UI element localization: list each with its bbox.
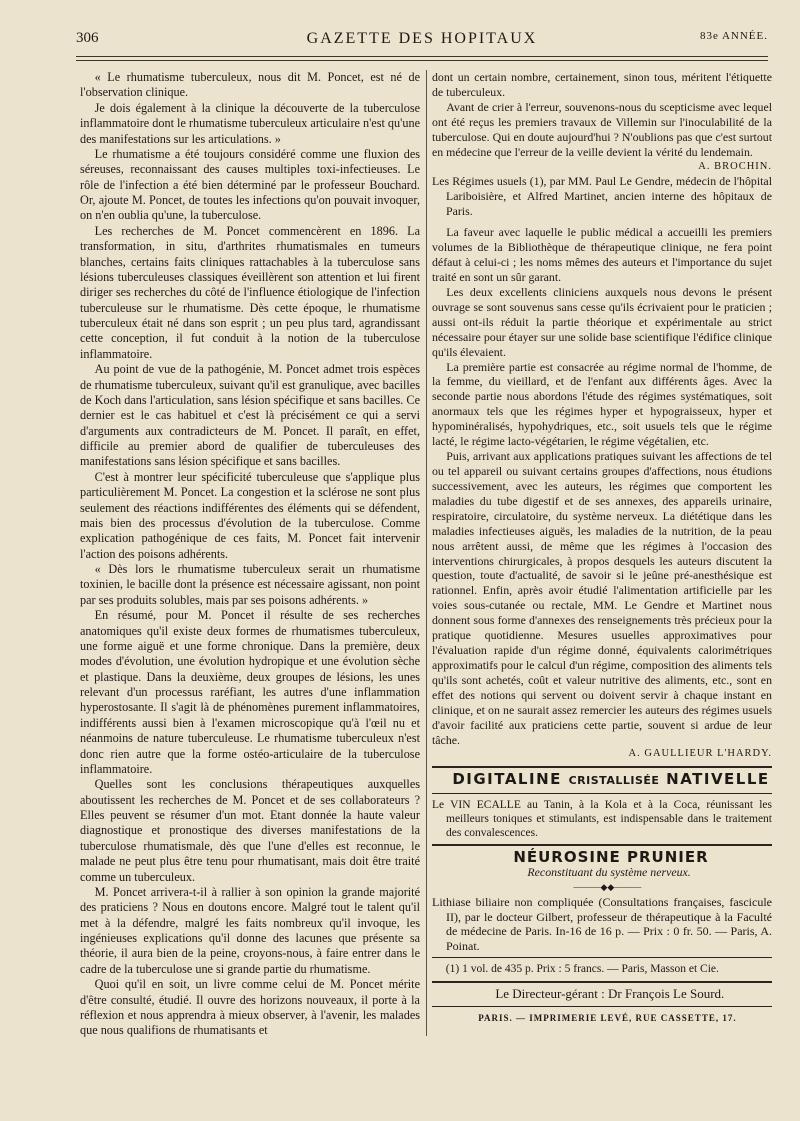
paragraph: Avant de crier à l'erreur, souvenons-nous du scepticisme avec lequel ont été reçus les premiers travaux de Villemin sur l'inoculabilité de la tuberculose. Qui en doute aujourd'hui ? N'oublions pas que c'est surtout en médecine que l'erreur de la veille devient la vérité du lendemain.	[432, 99, 772, 159]
paragraph: Les deux excellents cliniciens auxquels nous devons le présent ouvrage se sont souvenus sans cesse qu'ils écrivaient pour le praticien ; aussi ont-ils réduit la partie théorique et expérimentale au strict nécessaire pour étayer sur une solide base scientifique l'édifice clinique qu'ils élevaient.	[432, 284, 772, 359]
paragraph: Quelles sont les conclusions thérapeutiques auxquelles aboutissent les recherches de M. Poncet et de ses collaborateurs ? Elles peuvent se résumer d'un mot. Etant donnée la haute valeur diagnostique et pronostique des diverses manifestations de la tuberculose rhumatismale, dès que l'une d'elles est reconnue, le malade ne peut plus être tenu pour rhumatisant, mais doit être traité comme un tuberculeux.	[80, 777, 420, 884]
ad-rule	[432, 844, 772, 846]
signature: A. GAULLIEUR L'HARDY.	[628, 748, 772, 760]
paragraph: La première partie est consacrée au régime normal de l'homme, de la femme, du vieillard, et de l'enfant aux différents âges. Avec la seconde partie nous abordons l'étude des régimes systématiques, soit anormaux tels que les régimes hyper et hypograisseux, hyper et hypominéralisés, hypohydriques, etc., soit usuels tels que le régime lacté, le régime lacto-végétarien, le régime végétalien, etc.	[432, 359, 772, 449]
year-label: 83e ANNÉE.	[699, 30, 768, 42]
ornament: ———◆◆———	[573, 882, 642, 893]
ad-neurosine-subtitle: Reconstituant du système nerveux.	[527, 865, 691, 880]
header-rule	[76, 56, 768, 57]
paragraph: Le rhumatisme a été toujours considéré comme une fluxion des séreuses, reconnaissant des causes multiples toxi-infectieuses. Le rôle de l'infection a été bien déterminé par le professeur Bouchard. Or, ajoute M. Poncet, de toutes les infections qu'on pouvait invoquer, on n'en oublia qu'une, la tuberculose.	[80, 146, 420, 223]
journal-title: GAZETTE DES HOPITAUX	[306, 30, 538, 47]
paragraph: Quoi qu'il en soit, un livre comme celui de M. Poncet mérite d'être consulté, étudié. Il ouvre des horizons nouveaux, il porte à la réflexion et nous apprendra à mieux observer, à l'avenir, les malades que nous qualifions de rhumatisants et	[80, 977, 420, 1038]
signature: A. BROCHIN.	[698, 160, 772, 172]
paragraph: « Le rhumatisme tuberculeux, nous dit M. Poncet, est né de l'observation clinique.	[80, 70, 420, 100]
ad-digitaline-name: DIGITALINE	[452, 770, 562, 789]
left-column	[80, 70, 420, 1039]
ad-vin-ecalle: Le VIN ECALLE au Tanin, à la Kola et à la Coca, réunissant les meilleurs toniques et stimulants, est indispensable dans le traitement des convalescences.	[432, 799, 772, 840]
page-number: 306	[76, 30, 99, 46]
header-rule-double	[76, 60, 768, 61]
ad-rule	[432, 793, 772, 794]
footnote-rule	[432, 957, 772, 958]
paragraph: Au point de vue de la pathogénie, M. Poncet admet trois espèces de rhumatisme tuberculeux, suivant qu'il est granulique, avec bacilles de Koch dans l'articulation, sans lésion spécifique et sans bacilles. Ce dernier est le cas habituel et c'est là précisément ce qui a servi d'arguments aux contradicteurs de M. Poncet. Il paraît, en effet, difficile au premier abord de qualifier de tuberculeuses des manifestations sans lésion spécifique et sans bacilles.	[80, 362, 420, 469]
footnote: (1) 1 vol. de 435 p. Prix : 5 francs. — Paris, Masson et Cie.	[445, 963, 719, 976]
ad-digitaline	[432, 772, 772, 789]
paragraph: M. Poncet arrivera-t-il à rallier à son opinion la grande majorité des praticiens ? Nous en doutons encore. Malgré tout le talent qu'il met à la défendre, malgré les faits nombreux qu'il invoque, les ingénieuses explications qu'il donne des lacunes que présente sa théorie, il aura bien de la peine, croyons-nous, à faire entrer dans le cadre de la tuberculose une si grande partie du rhumatisme.	[80, 884, 420, 976]
printer-rule	[432, 1006, 772, 1007]
column-divider	[426, 70, 427, 1036]
paragraph: Les recherches de M. Poncet commencèrent en 1896. La transformation, in situ, d'arthrites rhumatismales en tumeurs blanches, certains faits cliniques rattachables à la tuberculose sans lésions tuberculeuses classiques éveillèrent son attention et lui firent diriger ses recherches du côté de l'influence étiologique de l'infection tuberculeuse sur le rhumatisme. Dès cette époque, le rhumatisme tuberculeux était né dans son esprit ; un peu plus tard, agrandissant cette conception, il fut conduit à la notion de la tuberculose inflammatoire.	[80, 223, 420, 361]
page-header	[76, 30, 768, 50]
ad-lithiase: Lithiase biliaire non compliquée (Consultations françaises, fascicule II), par le docteur Gilbert, professeur de thérapeutique à la Faculté de médecine de Paris. In-16 de 16 p. — Prix : 0 fr. 50. — Paris, A. Poinat.	[432, 895, 772, 953]
paragraph: En résumé, pour M. Poncet il résulte de ses recherches anatomiques qu'il existe deux formes de rhumatismes tuberculeux, une forme aiguë et une forme chronique. Dans la première, deux modes d'évolution, une évolution hydropique et une évolution sèche et plastique. Dans la deuxième, deux groupes de lésions, les unes relevant d'un processus raréfiant, les autres d'une inflammation hyperostosante. Il s'agit là de phénomènes purement inflammatoires, indifférents aussi bien à l'examen microscopique qu'à l'œil nu et néanmoins de nature tuberculeuse. Le rhumatisme tuberculeux n'est donc rien autre que la forme ostéo-articulaire de la tuberculose inflammatoire.	[80, 608, 420, 776]
review-title: Les Régimes usuels (1), par MM. Paul Le Gendre, médecin de l'hôpital Lariboisière, et Alfred Martinet, ancien interne des hôpitaux de Paris.	[432, 174, 772, 219]
paragraph: Je dois également à la clinique la découverte de la tuberculose inflammatoire dont le rhumatisme tuberculeux articulaire n'est qu'une des manifestations sur les articulations. »	[80, 100, 420, 146]
director-gerant: Le Directeur-gérant : Dr François Le Sourd.	[495, 986, 725, 1002]
paragraph: C'est à montrer leur spécificité tuberculeuse que s'applique plus particulièrement M. Poncet. La congestion et la sclérose ne sont plus seulement des réactions indifférentes des éléments qui se défendent, mais bien des processus d'évolution de la tuberculose. Comme explication pathogénique de ces faits, M. Poncet fait intervenir l'action des poisons adhérents.	[80, 469, 420, 561]
paragraph: « Dès lors le rhumatisme tuberculeux serait un rhumatisme toxinien, le bacille dont la présence est nécessaire agissant, non point par ses produits solubles, mais par ses poisons adhérents. »	[80, 562, 420, 607]
paragraph: dont un certain nombre, certainement, sinon tous, méritent l'étiquette de tuberculeux.	[432, 70, 772, 99]
ad-neurosine-title: NÉUROSINE PRUNIER	[513, 848, 709, 867]
paragraph: Puis, arrivant aux applications pratiques suivant les affections de tel ou tel appareil ou suivant certains groupes d'affections, nous étudions successivement, avec les auteurs, les régimes que comportent les maladies du tube digestif et de ses annexes, des appareils urinaire, respiratoire, circulatoire, du système nerveux. La diététique dans les maladies infectieuses aiguës, les maladies de la nutrition, de la peau nous arrêtent aussi, de même que les régimes à l'occasion des interventions chirurgicales, à propos desquels les auteurs discutent la question, toute d'actualité, de savoir si le jeûne pré-anesthésique est rationnel. Enfin, après avoir étudié l'alimentation artificielle par les voies sous-cutanée ou rectale, MM. Le Gendre et Martinet nous donnent sous forme d'annexes des renseignements très précieux pour la pratique quotidienne. Mesures usuelles approximatives pour l'évaluation rapide d'un régime donné, équivalents calorimétriques approximatifs pour le calcul d'un régime, composition des aliments tels qu'ils sont achetés, coût et valeur nutritive des aliments, etc., sont en effet des notions qui servent ou doivent servir à chaque instant en clinique, et on ne saurait assez remercier les auteurs des régimes usuels d'avoir facilité aux praticiens cette partie, souvent si ardue de leur tâche.	[432, 449, 772, 747]
ad-rule	[432, 766, 772, 768]
ad-digitaline-brand: NATIVELLE	[666, 770, 770, 789]
gerant-rule	[432, 981, 772, 983]
ad-digitaline-type: CRISTALLISÉE	[568, 774, 660, 788]
printer-imprint: PARIS. — IMPRIMERIE LEVÉ, RUE CASSETTE, 17.	[478, 1012, 737, 1023]
right-column	[432, 70, 772, 1026]
paragraph: La faveur avec laquelle le public médical a accueilli les premiers volumes de la Bibliothèque de thérapeutique clinique, ne fera point défaut à celui-ci ; les noms mêmes des auteurs et l'importance du sujet traité en sont un sûr garant.	[432, 225, 772, 284]
